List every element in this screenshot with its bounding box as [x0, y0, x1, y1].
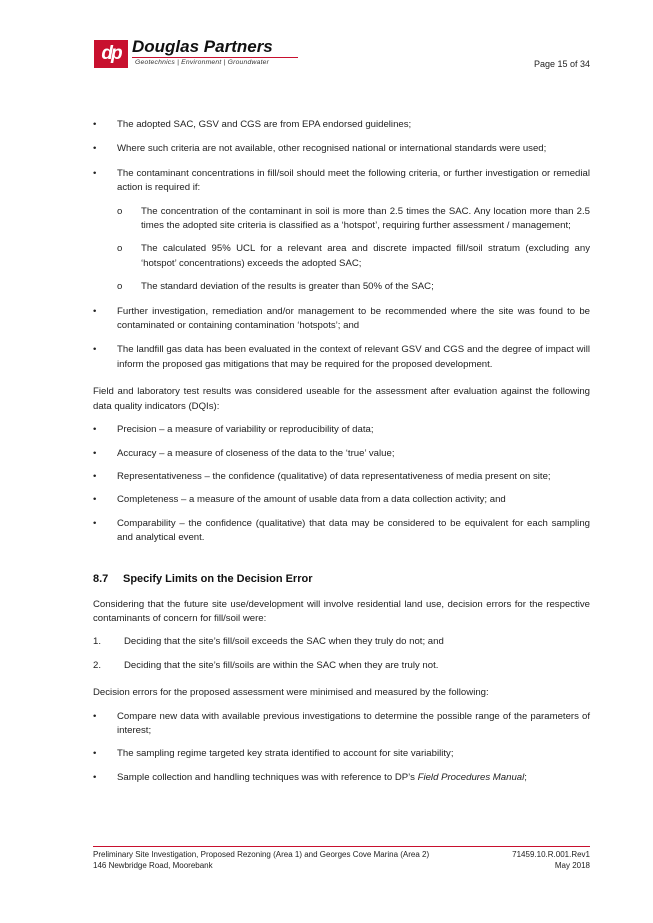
sub-list-item — [93, 280, 590, 294]
page-footer — [93, 850, 590, 871]
list-item: • The adopted SAC, GSV and CGS are from EPA endorsed guidelines; — [93, 118, 590, 132]
section-heading — [93, 572, 590, 586]
footer-address: 146 Newbridge Road, Moorebank — [93, 860, 213, 870]
list-text: Sample collection and handling techniques was with reference to DP’s — [117, 771, 418, 783]
numbered-item — [93, 659, 590, 673]
item-text: Deciding that the site’s fill/soils are within the SAC when they are truly not. — [124, 659, 439, 671]
footer-date: May 2018 — [554, 860, 590, 870]
document-body — [93, 118, 590, 785]
paragraph: Field and laboratory test results was considered useable for the assessment after evaluation against the following data quality indicators (DQIs): — [93, 386, 590, 412]
sub-bullet-marker: o — [117, 281, 123, 293]
item-number: 1. — [93, 636, 102, 648]
sub-list-item — [93, 242, 590, 271]
item-text: Deciding that the site’s fill/soil exceeds the SAC when they truly do not; and — [124, 636, 444, 648]
paragraph: Decision errors for the proposed assessment were minimised and measured by the following: — [93, 687, 489, 699]
dp-logo-mark: dp — [94, 40, 128, 68]
paragraph: Considering that the future site use/development will involve residential land use, decision errors for the respective contaminants of concern for fill/soil were: — [93, 598, 590, 624]
list-item: • Where such criteria are not available, other recognised national or international standards were used; — [93, 142, 590, 156]
sub-list-text: The standard deviation of the results is greater than 50% of the SAC; — [141, 281, 434, 293]
list-item: • The landfill gas data has been evaluated in the context of relevant GSV and CGS and the degree of impact will inform the proposed gas mitigations that may be required for the proposed development. — [93, 343, 590, 372]
list-text-end: ; — [524, 771, 527, 783]
sub-bullet-marker: o — [117, 243, 123, 255]
list-item: • Precision – a measure of variability or reproducibility of data; — [93, 423, 590, 437]
list-item: • Compare new data with available previous investigations to determine the possible range of the parameters of interest; — [93, 710, 590, 739]
section-number: 8.7 — [93, 572, 109, 585]
footer-report-number: 71459.10.R.001.Rev1 — [512, 850, 590, 859]
list-item: • Completeness – a measure of the amount of usable data from a data collection activity; and — [93, 493, 590, 507]
list-item: • Representativeness – the confidence (qualitative) of data representativeness of media present on site; — [93, 470, 590, 484]
sub-list-text: The concentration of the contaminant in soil is more than 2.5 times the SAC. Any location more than 2.5 times the adopted site criteria is classified as a ‘hotspot’, requiring further assessment / management; — [141, 205, 590, 232]
list-item: • The contaminant concentrations in fill/soil should meet the following criteria, or further investigation or remedial action is required if: — [93, 167, 590, 196]
item-number: 2. — [93, 659, 102, 671]
list-item — [93, 771, 590, 785]
company-tagline: Geotechnics | Environment | Groundwater — [135, 59, 270, 66]
numbered-item — [93, 635, 590, 649]
list-item: • The sampling regime targeted key strata identified to account for site variability; — [93, 747, 590, 761]
sub-list-text: The calculated 95% UCL for a relevant area and discrete impacted fill/soil stratum (excluding any ‘hotspot’ concentrations) exceeds the adopted SAC; — [141, 243, 590, 269]
manual-title: Field Procedures Manual — [417, 771, 525, 783]
sub-list-item — [93, 205, 590, 234]
list-item: • Accuracy – a measure of closeness of the data to the ‘true’ value; — [93, 447, 590, 461]
company-name: Douglas Partners — [132, 37, 273, 56]
footer-report-title: Preliminary Site Investigation, Proposed Rezoning (Area 1) and Georges Cove Marina (Area 2) — [93, 850, 430, 859]
list-item: • Comparability – the confidence (qualitative) that data may be considered to be equivalent for each sampling and analytical event. — [93, 517, 590, 546]
list-item: • Further investigation, remediation and/or management to be recommended where the site was found to be contaminated or containing contamination ‘hotspots’; and — [93, 305, 590, 334]
page-number: Page 15 of 34 — [533, 59, 590, 69]
footer-divider — [93, 846, 590, 847]
sub-bullet-marker: o — [117, 205, 123, 217]
section-title: Specify Limits on the Decision Error — [123, 572, 313, 585]
